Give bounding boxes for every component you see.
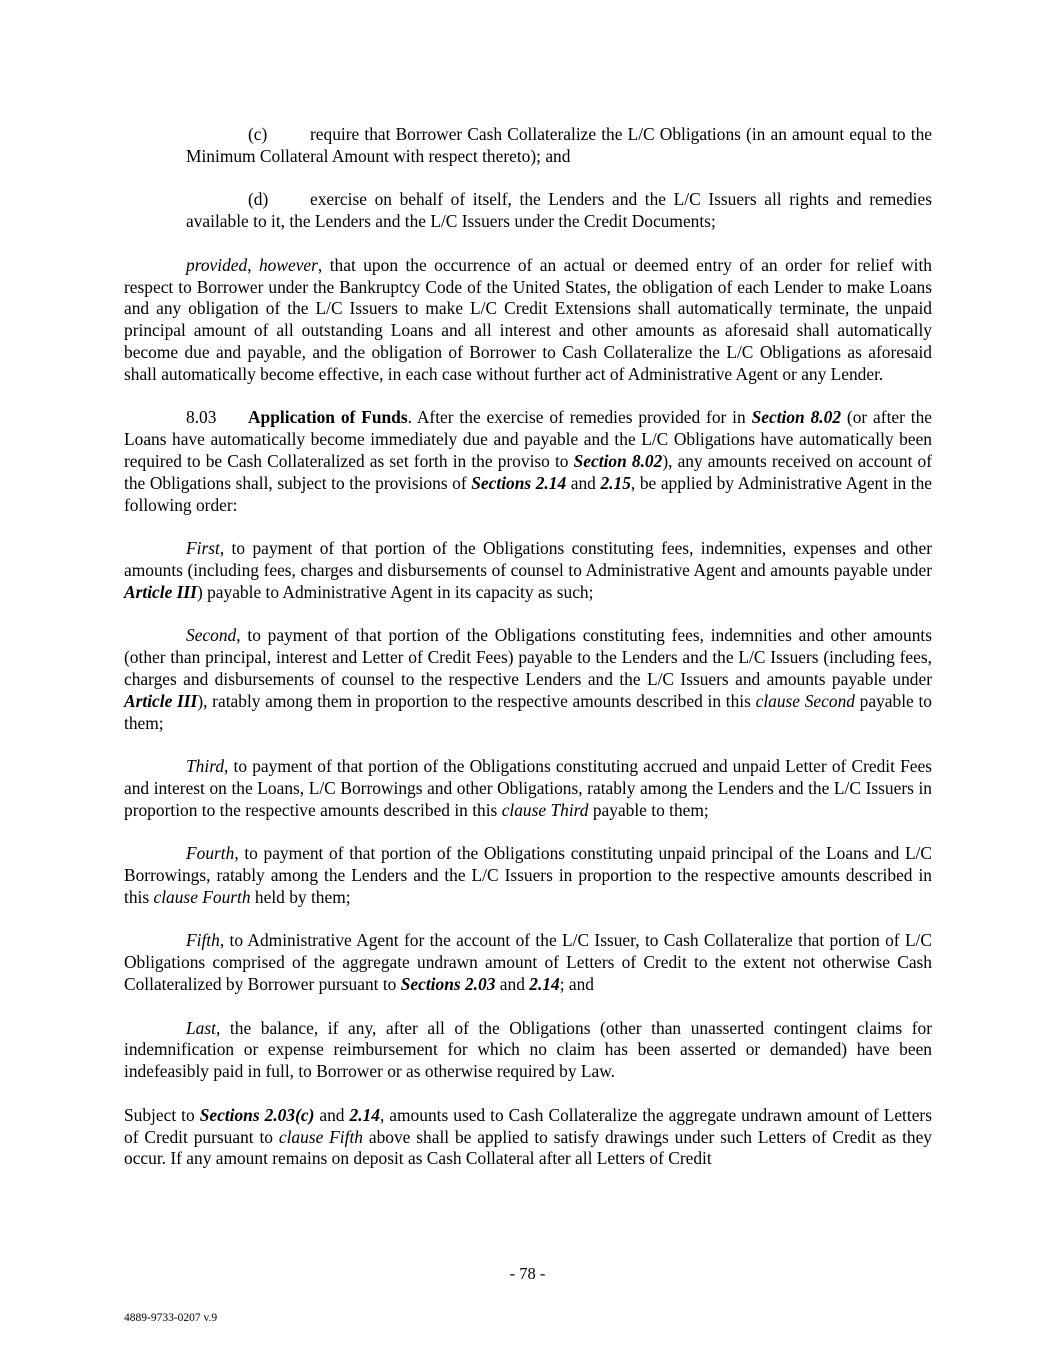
proviso-paragraph (124, 255, 932, 386)
third-text-2: payable to them; (588, 799, 709, 820)
clause-d (186, 189, 932, 233)
fourth-text-1: , to payment of that portion of the Obligations constituting unpaid principal of the Loans and L/C Borrowings, ratably among the Lenders and the L/C Issuers in proportion to the respective amounts described in this (124, 843, 932, 907)
page-number: - 78 - (509, 1264, 546, 1283)
fourth-paragraph (124, 843, 932, 908)
section-8-03 (124, 407, 932, 516)
last-text-1: the balance, if any, after all of the Obligations (other than unasserted contingent claims for indemnification or expense reimbursement for which no claim has been asserted or demanded) have been indefeasibly paid in full, to Borrower or as otherwise required by Law. (124, 1017, 932, 1082)
section-text-1: . After the exercise of remedies provided for in (407, 407, 752, 428)
section-ref-2-15: 2.15 (600, 472, 631, 493)
second-paragraph (124, 625, 932, 734)
fourth-text-2: held by them; (250, 886, 351, 907)
subject-text-3: , amounts used to Cash Collateralize the aggregate undrawn amount of Letters of Credit pursuant to (124, 1104, 932, 1147)
subject-ref-2-14: 2.14 (349, 1104, 380, 1125)
fifth-ref-2-03: Sections 2.03 (400, 974, 496, 995)
clause-d-label: (d) (248, 189, 269, 210)
section-text-5: , be applied by Administrative Agent in the following order: (124, 472, 933, 515)
proviso-comma: , (247, 254, 259, 275)
fourth-label: Fourth (186, 843, 235, 864)
section-ref-2-14: Sections 2.14 (471, 472, 567, 493)
last-paragraph (124, 1018, 932, 1083)
fifth-text-1: , to Administrative Agent for the account of the L/C Issuer, to Cash Collateralize that portion of L/C Obligations comprised of the aggregate undrawn amount of Letters of Credit to the extent not otherwise Cash Collateralized by Borrower pursuant to (124, 930, 932, 995)
section-text-2: (or after the Loans have automatically become immediately due and payable and the L/C Obligations have automatically been required to be Cash Collateralized as set forth in the proviso to (124, 407, 933, 471)
fifth-paragraph (124, 930, 932, 995)
third-label: Third (186, 756, 225, 777)
second-text-2: ), ratably among them in proportion to the respective amounts described in this (197, 690, 756, 711)
subject-clause-ref: clause Fifth (278, 1126, 363, 1147)
document-body (124, 124, 932, 1192)
third-paragraph (124, 756, 932, 821)
second-text-1: , to payment of that portion of the Obligations constituting fees, indemnities and other amounts (other than principal, interest and Letter of Credit Fees) payable to the Lenders and the L/C Issuers (including fees, charges and disbursements of counsel to the respective Lenders and the L/C Issuers and amounts payable under (124, 625, 932, 689)
first-text-1: , to payment of that portion of the Obligations constituting fees, indemnities, expenses and other amounts (including fees, charges and disbursements of counsel to Administrative Agent and amounts payable under (124, 538, 932, 580)
subject-text-2: and (314, 1104, 350, 1125)
proviso-however: however (258, 254, 318, 275)
subject-text-4: above shall be applied to satisfy drawings under such Letters of Credit as they occur. If any amount remains on deposit as Cash Collateral after all Letters of Credit (124, 1126, 933, 1169)
fifth-text-3: ; and (559, 974, 594, 995)
third-text-1: , to payment of that portion of the Obligations constituting accrued and unpaid Letter of Credit Fees and interest on the Loans, L/C Borrowings and other Obligations, ratably among the Lenders and the L/C Issuers in proportion to the respective amounts described in this (124, 756, 932, 820)
subject-text-1: Subject to (124, 1104, 200, 1125)
proviso-provided: provided (186, 254, 248, 275)
first-label: First (186, 538, 220, 559)
proviso-text: , that upon the occurrence of an actual or deemed entry of an order for relief with respect to Borrower under the Bankruptcy Code of the United States, the obligation of each Lender to make Loans and any obligation of the L/C Issuers to make L/C Credit Extensions shall automatically terminate, the unpaid principal amount of all outstanding Loans and all interest and other amounts as aforesaid shall automatically become due and payable, and the obligation of Borrower to Cash Collateralize the L/C Obligations as aforesaid shall automatically become effective, in each case without further act of Administrative Agent or any Lender. (124, 254, 932, 384)
clause-d-text: exercise on behalf of itself, the Lenders and the L/C Issuers all rights and remedies available to it, the Lenders and the L/C Issuers under the Credit Documents; (186, 189, 932, 232)
subject-paragraph (124, 1105, 932, 1170)
last-label: Last, (186, 1017, 221, 1038)
clause-c-label: (c) (248, 124, 268, 144)
fifth-label: Fifth (186, 930, 220, 951)
second-clause-ref: clause Second (755, 690, 855, 711)
first-text-2: ) payable to Administrative Agent in its capacity as such; (196, 581, 594, 602)
section-ref-8-02-a: Section 8.02 (751, 407, 842, 428)
second-ref-article-iii: Article III (124, 690, 198, 711)
third-clause-ref: clause Third (501, 799, 589, 820)
section-text-3: ), any amounts received on account of the Obligations shall, subject to the provisions of (124, 450, 933, 493)
first-ref-article-iii: Article III (124, 581, 197, 602)
clause-c (186, 124, 932, 168)
subject-ref-2-03c: Sections 2.03(c) (199, 1104, 315, 1125)
section-text-4: and (566, 472, 601, 493)
section-ref-8-02-b: Section 8.02 (573, 450, 663, 471)
fifth-ref-2-14: 2.14 (529, 974, 560, 995)
document-id: 4889-9733-0207 v.9 (124, 1312, 218, 1324)
section-number: 8.03 (186, 407, 217, 428)
second-text-3: payable to them; (124, 690, 933, 733)
fifth-text-2: and (495, 974, 530, 995)
fourth-clause-ref: clause Fourth (153, 886, 251, 907)
second-label: Second (186, 625, 237, 646)
first-paragraph (124, 538, 932, 603)
clause-c-text: require that Borrower Cash Collateralize the L/C Obligations (in an amount equal to the Minimum Collateral Amount with respect thereto); and (186, 124, 932, 166)
section-heading: Application of Funds (248, 407, 408, 428)
